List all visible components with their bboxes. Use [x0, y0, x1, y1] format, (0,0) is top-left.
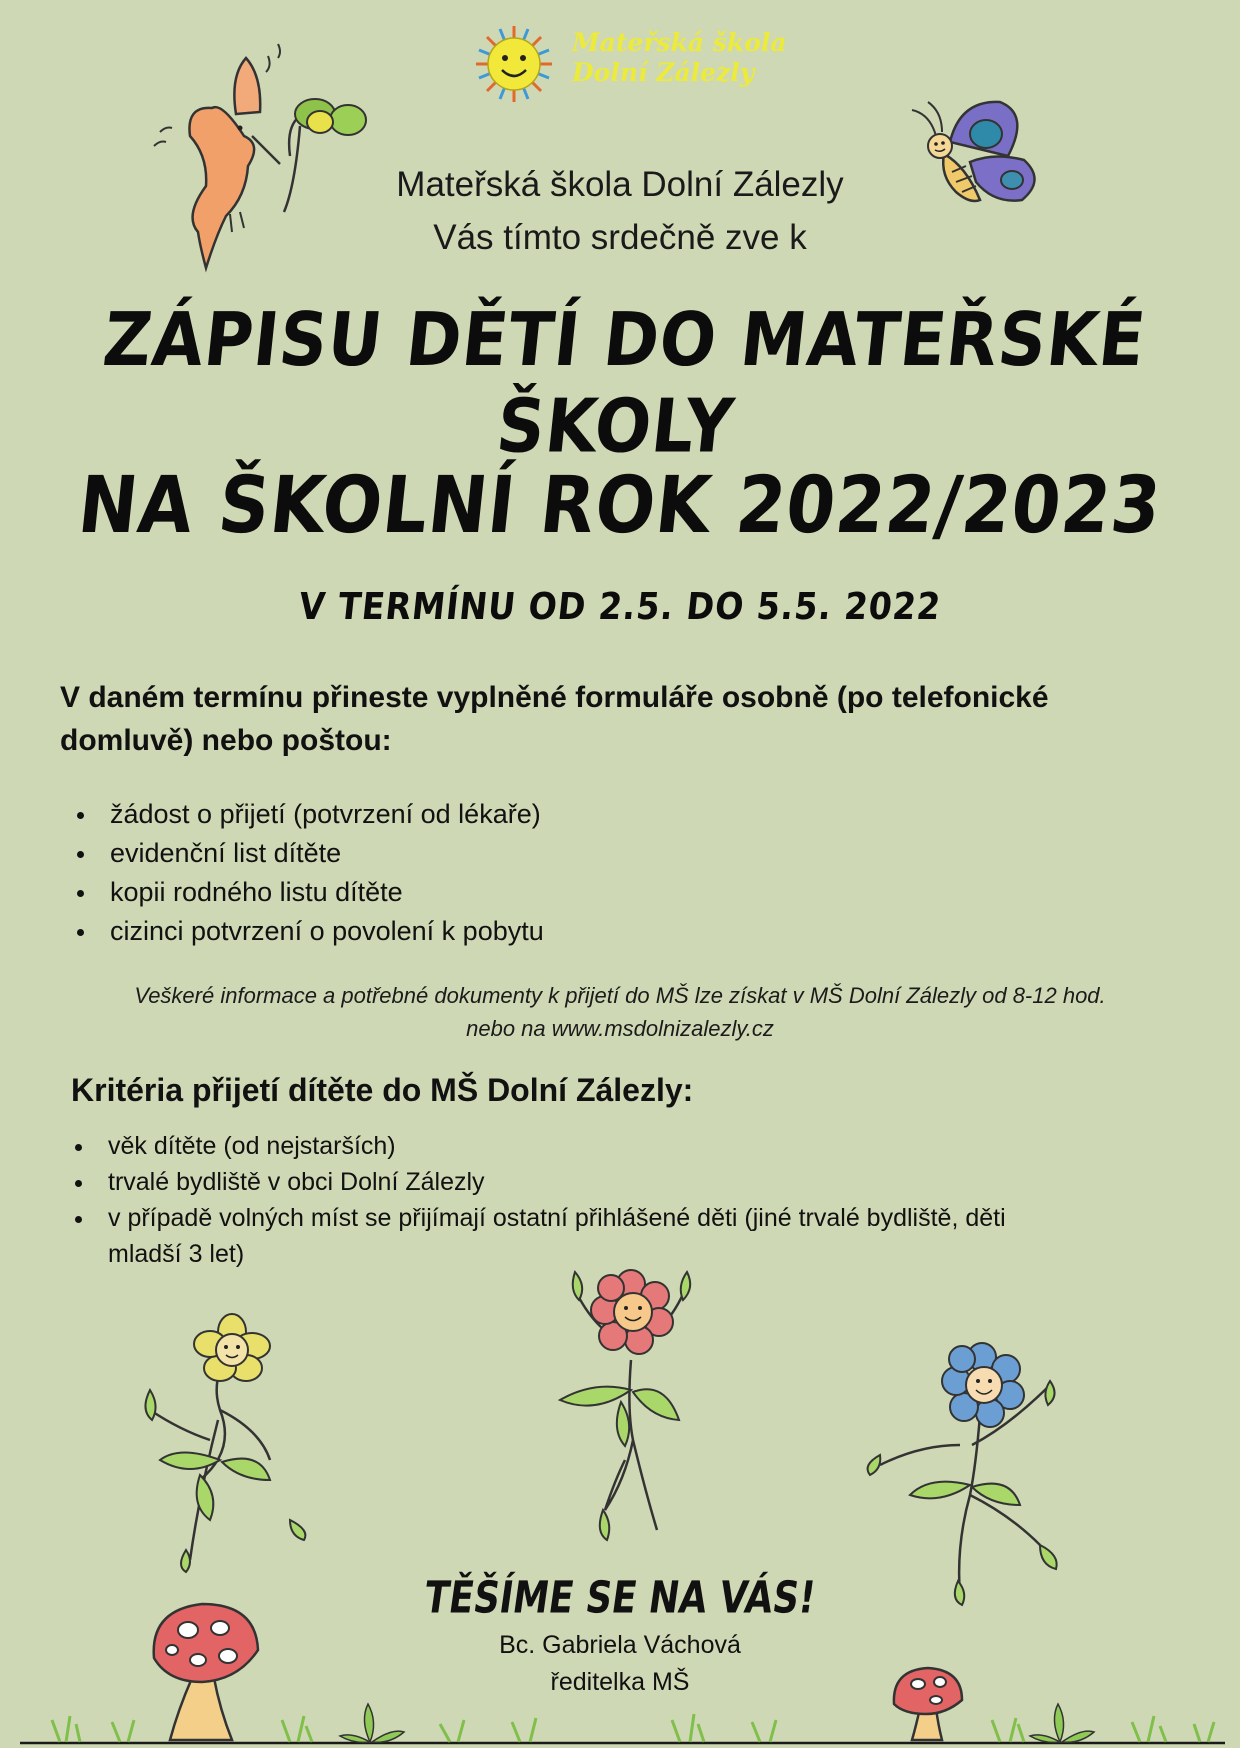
list-item: věk dítěte (od nejstarších)	[58, 1128, 1058, 1164]
intro-line1: Mateřská škola Dolní Zálezly	[396, 165, 844, 204]
logo-name-line1: Mateřská škola	[572, 28, 787, 57]
flower-icon	[140, 1310, 320, 1570]
flower-icon	[555, 1270, 715, 1550]
smiling-sun-icon	[466, 24, 562, 104]
signer-name: Bc. Gabriela Váchová	[499, 1631, 741, 1659]
closing-slogan: TĚŠÍME SE NA VÁS!	[421, 1572, 819, 1624]
list-item: cizinci potvrzení o povolení k pobytu	[60, 912, 544, 951]
list-item: kopii rodného listu dítěte	[60, 873, 544, 912]
logo-name	[572, 28, 787, 88]
list-item: žádost o přijetí (potvrzení od lékaře)	[60, 795, 544, 834]
list-item: v případě volných míst se přijímají ostatní přihlášené děti (jiné trvalé bydliště, děti mladší 3 let)	[58, 1200, 1058, 1272]
intro-text	[300, 158, 940, 264]
main-title-line2: NA ŠKOLNÍ ROK 2022/2023	[74, 459, 1166, 551]
criteria-list	[58, 1128, 1058, 1272]
info-line2: nebo na www.msdolnizalezly.cz	[466, 1016, 774, 1041]
intro-line2: Vás tímto srdečně zve k	[433, 218, 807, 257]
signature-block	[420, 1627, 820, 1701]
flower-icon	[860, 1345, 1080, 1605]
term-dates: V TERMÍNU OD 2.5. DO 5.5. 2022	[296, 585, 944, 628]
lead-paragraph: V daném termínu přineste vyplněné formuláře osobně (po telefonické domluvě) nebo poštou:	[60, 681, 1049, 757]
logo-name-line2: Dolní Zálezly	[572, 58, 755, 87]
criteria-heading: Kritéria přijetí dítěte do MŠ Dolní Zálezly:	[71, 1072, 694, 1108]
info-line1: Veškeré informace a potřebné dokumenty k přijetí do MŠ lze získat v MŠ Dolní Zálezly od 8-12 hod.	[134, 983, 1106, 1008]
list-item: evidenční list dítěte	[60, 834, 544, 873]
info-note	[40, 979, 1200, 1045]
list-item: trvalé bydliště v obci Dolní Zálezly	[58, 1164, 1058, 1200]
documents-list	[60, 795, 544, 951]
main-title-line1: ZÁPISU DĚTÍ DO MATEŘSKÉ ŠKOLY	[99, 296, 1150, 470]
signer-role: ředitelka MŠ	[550, 1668, 690, 1696]
